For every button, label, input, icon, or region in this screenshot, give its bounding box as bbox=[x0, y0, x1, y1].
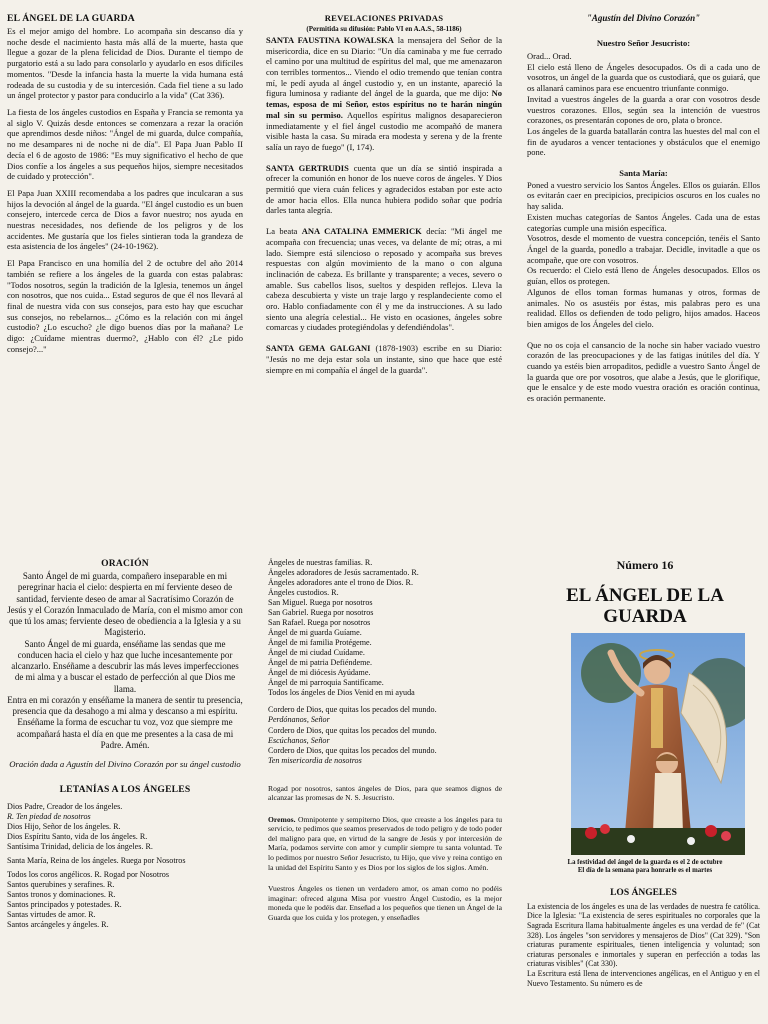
litany-list-1 bbox=[268, 558, 502, 698]
litany-line: Ángel de mi ciudad Cuídame. bbox=[268, 648, 365, 658]
litany-line: Cordero de Dios, que quitas los pecados del mundo. bbox=[268, 745, 437, 755]
oremos-paragraph bbox=[268, 815, 502, 872]
litany-line: Dios Padre, Creador de los ángeles. bbox=[7, 802, 123, 812]
paragraph: Poned a vuestro servicio los Santos Ángeles. Ellos os guiarán. Ellos os evitarán caer en precipicios, precipicios oscuros en los cuales no hay salida. bbox=[527, 179, 760, 212]
title-line: GUARDA bbox=[603, 606, 687, 628]
litany-line: Ángel de mi parroquia Santifícame. bbox=[268, 678, 384, 688]
paragraph: Vuestros Ángeles os tienen un verdadero amor, os aman como no podéis imaginar: ofreced alguna Misa por vuestro Ángel Custodio, es la mejor moneda que le podéis dar. Enseñad a los pequeños que tienen un Ángel de la Guarda que los cuida y los protegen, y enseñadles bbox=[268, 884, 502, 922]
text: (1878-1903) escribe en su Diario: "Jesús no me deja estar sola un instante, sino que hace que esté siempre en mi compañía el ángel de la guarda". bbox=[266, 343, 502, 375]
paragraph: La fiesta de los ángeles custodios en España y Francia se remonta ya al siglo V. Quizás desde entonces se comenzara a rezar la oración que aprendimos desde niños: "Ángel de mi guarda, dulce compañía, no me desampares ni de noche ni de día". El Papa Juan Pablo II decía el 6 de agosto de 1986: "Es muy significativo el hecho de que Dios confíe a los ángeles a sus pequeños hijos, siempre necesitados de cuidado y protección". bbox=[7, 107, 243, 182]
text: la mensajera del Señor de la misericordia, dice en su Diario: "Un día caminaba y me fue cerrado el camino por una multitud de espíritus del mal, que me amenazaron con terribles tormentos... Viendo el odio tremendo que tenían contra mí, le pedí ayuda al ángel custodio y, en un instante, apareció la figura luminosa y radiante del ángel de la guarda, que me dijo: bbox=[266, 34, 502, 99]
litany-line: San Gabriel. Ruega por nosotros bbox=[268, 608, 374, 618]
litany-line: Ten misericordia de nosotros bbox=[268, 755, 362, 765]
litany-line: Santos querubines y serafines. R. bbox=[7, 880, 115, 890]
los-angeles-section bbox=[527, 888, 760, 988]
right-top-column bbox=[527, 13, 760, 404]
angel-statue-image bbox=[571, 633, 745, 855]
litany-list-2 bbox=[268, 705, 502, 765]
rogad-paragraph: Rogad por nosotros, santos ángeles de Dios, para que seamos dignos de alcanzar las promesas de N. S. Jesucristo. bbox=[268, 783, 502, 803]
paragraph: La Escritura está llena de intervenciones angélicas, en el Antiguo y en el Nuevo Testamento. Su número es de bbox=[527, 969, 760, 988]
paragraph: Os recuerdo: el Cielo está lleno de Ángeles desocupados. Ellos os guían, ellos os protegen. bbox=[527, 265, 760, 287]
paragraph: Vosotros, desde el momento de vuestra concepción, tenéis el Santo Ángel de la guarda, ponedlo a trabajar. Decidle, invitadle a que os acompañe, que ore con vosotros. bbox=[527, 233, 760, 265]
paragraph: Algunos de ellos toman formas humanas y otros, formas de animales. No os asustéis por éstas, mis palabras pero es una realidad. Ellos os defienden de todo peligro, hijos amados. Haceos bien amigos de los Ángeles del cielo. bbox=[527, 286, 760, 329]
litany-line: Santas virtudes de amor. R. bbox=[7, 910, 96, 920]
section-title: "Agustín del Divino Corazón" bbox=[586, 13, 701, 23]
paragraph: El cielo está lleno de Ángeles desocupados. Os di a cada uno de vosotros, un ángel de la guarda que os custodiará, que os guiará, que os allanará caminos para ese encuentro triunfante conmigo. bbox=[527, 61, 760, 94]
litany-line: Ángeles adoradores de Jesús sacramentado. R. bbox=[268, 568, 419, 578]
front-title bbox=[527, 585, 763, 628]
subtitle: (Permitida su difusión: Pablo VI en A.A.S., 58-1186) bbox=[306, 24, 462, 33]
speaker-heading: Nuestro Señor Jesucristo: bbox=[596, 38, 691, 49]
litany-line: Cordero de Dios, que quitas los pecados del mundo. bbox=[268, 705, 437, 715]
paragraph: Es el mejor amigo del hombre. Lo acompaña sin descanso día y noche desde el nacimiento hasta más allá de la muerte, hasta que llegue a gozar de la plena felicidad de Dios. Durante el tiempo de purgatorio está a su lado para consolarlo y ayudarlo en esos difíciles momentos. "Desde la infancia hasta la muerte la vida humana está rodeada de su custodia y de su intercesión. Cada fiel tiene a su lado un ángel protector y pastor para conducirlo a la vida" (Cat 336). bbox=[7, 26, 243, 101]
paragraph: Los ángeles de la guarda batallarán contra las huestes del mal con el fin de ayudaros a vencer tentaciones y obstáculos que el enemigo pone. bbox=[527, 125, 760, 158]
litany-line: Santa María, Reina de los ángeles. Ruega por Nosotros bbox=[7, 856, 186, 866]
title-line: EL ÁNGEL DE LA bbox=[566, 585, 724, 606]
litany-line: Todos los ángeles de Dios Venid en mi ayuda bbox=[268, 688, 415, 698]
saint-name: SANTA GERTRUDIS bbox=[266, 162, 349, 173]
litany-line: Santos arcángeles y ángeles. R. bbox=[7, 920, 109, 930]
paragraph: La existencia de los ángeles es una de las verdades de nuestra fe católica. Dice la Iglesia: "La existencia de seres espirituales no corporales que la Sagrada Escritura llama habitualmente ángeles es una verdad de fe" (Cat 328). Los ángeles "son servidores y mensajeros de Dios" (Cat 329). "Son criaturas puramente espirituales, tienen inteligencia y voluntad; son criaturas personales e inmortales y superan en perfección a todas las criaturas visibles" (Cat 330). bbox=[527, 901, 760, 969]
gema-paragraph bbox=[266, 343, 502, 375]
text: Aquellos espíritus malignos desaparecieron inmediatamente y el fiel ángel custodio me acompañó de manera visible hasta la casa. Su mirada era modesta y serena y de la frente salía un rayo de fuego" (I, 174). bbox=[266, 109, 502, 152]
middle-top-column bbox=[266, 13, 502, 381]
litany-line: San Rafael. Ruega por nosotros bbox=[268, 618, 371, 628]
oracion-title: ORACIÓN bbox=[101, 558, 149, 569]
litany-line: Todos los coros angélicos. R. Rogad por Nosotros bbox=[7, 870, 169, 880]
letanias-title: LETANÍAS A LOS ÁNGELES bbox=[59, 784, 191, 796]
paragraph: Invitad a vuestros ángeles de la guarda a orar con vosotros desde vuestros corazones. Ellos, según sea la intención de vuestros corazones, os presentarán copones de oro, plata o bronce. bbox=[527, 93, 760, 126]
section-title: LOS ÁNGELES bbox=[610, 888, 677, 898]
prayer-text: Santo Ángel de mi guarda, compañero inseparable en mi peregrinar hacia el cielo: despierta en mí ferviente deseo de santidad, ferviente deseo de amar al Sacratísimo Corazón de Jesús y el Corazón Inmaculado de María, con el mismo amor con que tú los amas; ferviente deseo de obediencia a la Iglesia y a su Magisterio. bbox=[7, 571, 243, 638]
right-bottom-column bbox=[527, 558, 763, 628]
text: Omnipotente y sempiterno Dios, que creaste a los ángeles para tu servicio, te pedimos que seamos preservados de todo peligro y de todo poder del maligno para que, en virtud de la sangre de Jesús y por intercesión de María, podamos servirte con amor y cumplir siempre tu santa voluntad. Te lo pedimos por nuestro Señor Jesucristo, tu Hijo, que vive y reina contigo en la unidad del Espíritu Santo y es Dios por los siglos de los siglos. Amén. bbox=[268, 814, 502, 872]
caption-line: La festividad del ángel de la guarda es el 2 de octubre bbox=[567, 859, 723, 866]
saint-name: SANTA FAUSTINA KOWALSKA bbox=[266, 34, 394, 45]
catalina-paragraph bbox=[266, 226, 502, 333]
litany-line: Santos tronos y dominaciones. R. bbox=[7, 890, 116, 900]
litany-line: Ángel de mi diócesis Ayúdame. bbox=[268, 668, 371, 678]
litany-line: Santos principados y potestades. R. bbox=[7, 900, 122, 910]
litany-line: Ángeles custodios. R. bbox=[268, 588, 339, 598]
section-title: EL ÁNGEL DE LA GUARDA bbox=[7, 13, 135, 24]
prayer-text: Entra en mi corazón y enséñame la manera de sentir tu presencia, presencia que da desahogo a mi alma y descanso a mi espíritu. Enséñame la forma de escuchar tu voz, voz que siempre me acompañará hasta el día en que me presentes a la casa de mi Padre. Amén. bbox=[7, 694, 243, 750]
oremos-label: Oremos. bbox=[268, 814, 296, 824]
litany-line: Ángeles adoradores ante el trono de Dios. R. bbox=[268, 578, 413, 588]
letanias-list bbox=[7, 802, 243, 930]
paragraph: Existen muchas categorías de Santos Ángeles. Cada una de estas categorías cumple una misión específica. bbox=[527, 211, 760, 233]
litany-line: Ángel de mi familia Protégeme. bbox=[268, 638, 372, 648]
left-top-column bbox=[7, 13, 243, 360]
litany-line: Escúchanos, Señor bbox=[268, 735, 330, 745]
litany-line: Dios Espíritu Santo, vida de los ángeles. R. bbox=[7, 832, 148, 842]
paragraph: Orad... Orad. bbox=[527, 51, 572, 62]
issue-number: Número 16 bbox=[616, 558, 674, 572]
litany-line: Ángeles de nuestras familias. R. bbox=[268, 558, 373, 567]
faustina-paragraph bbox=[266, 35, 502, 153]
litany-line: Ángel de mi patria Defiéndeme. bbox=[268, 658, 373, 668]
saint-name: ANA CATALINA EMMERICK bbox=[301, 226, 422, 237]
prayer-note: Oración dada a Agustín del Divino Corazón por su ángel custodio bbox=[9, 759, 241, 770]
left-bottom-column bbox=[7, 558, 243, 930]
paragraph: El Papa Francisco en una homilía del 2 de octubre del año 2014 también se refiere a los ángeles de la guarda con estas palabras: "Todos nosotros, según la tradición de la Iglesia, tenemos un ángel con nosotros, que nos cuida... Estad seguros de que él nos llevará al final de nuestra vida con sus consejos, para esto hay que escuchar sus consejos, no rebelarnos... ¿Cómo es la relación con mi ángel custodio? ¿Lo escucho? ¿le digo buenos días por la mañana? Le digo: ¿Cuídame mientras duermo?, ¿Hablo con él? ¿Le pido consejo?..." bbox=[7, 258, 243, 354]
text: cuenta que un día se sintió inspirada a ofrecer la comunión en honor de los nueve coros de ángeles. Y Dios permitió que viera cuán felices y agradecidos estaban por este acto de amor hacia ellos. Ella nunca hubiera podido soñar que podría darles tanta alegría. bbox=[266, 162, 502, 216]
text: La beata bbox=[266, 226, 302, 237]
text: decía: "Mi ángel me acompaña con frecuencia; unas veces, va delante de mí; otras, a mi lado. Siempre está silencioso o reposado y acompaña sus breves respuestas con algún movimiento de la mano o con alguna inclinación de cabeza. Es brillante y transparente; a veces, severo o amable. Sus cabellos lisos, sueltos y despiden reflejos. Lleva la cabeza descubierta y viste un traje largo y resplandeciente como el oro. Hablo confiadamente con él y me da instrucciones. A su lado siento una alegría celestial... He visto en ocasiones, ángeles sobre comarcas y ciudades protegiéndolas y defendiéndolas". bbox=[266, 226, 502, 333]
litany-line: Perdónanos, Señor bbox=[268, 715, 330, 725]
litany-line: San Miguel. Ruega por nosotros bbox=[268, 598, 373, 608]
middle-bottom-column bbox=[268, 558, 502, 928]
litany-line: Dios Hijo, Señor de los ángeles. R. bbox=[7, 822, 121, 832]
prayer-text: Santo Ángel de mi guarda, enséñame las sendas que me conducen hacia el cielo y haz que luche incesantemente por alcanzarlo. Enséñame a descubrir las más leves imperfecciones de mi alma y a buscar el estado de perfección al que Dios me llama. bbox=[11, 638, 239, 694]
section-title: REVELACIONES PRIVADAS bbox=[324, 13, 444, 23]
speaker-heading: Santa María: bbox=[619, 168, 668, 179]
litany-line: Ángel de mi guarda Guíame. bbox=[268, 628, 362, 638]
photo-caption bbox=[527, 859, 763, 876]
paragraph: Que no os coja el cansancio de la noche sin haber vaciado vuestro corazón de las preocupaciones y de las fatigas inútiles del día. Y cuando ya estéis bien arropaditos, pedidle a vuestro Santo Ángel de la guarda que ore por vosotros, que alabe a Jesús, que le glorifique, que le ensalce y de este modo vuestra oración es oración continua, es oración permanente. bbox=[527, 339, 760, 404]
paragraph: El Papa Juan XXIII recomendaba a los padres que inculcaran a sus hijos la devoción al ángel de la guarda. "El ángel custodio es un buen consejero, intercede cerca de Dios a favor nuestro; nos ayuda en nuestras necesidades, nos defiende de los peligros y de los accidentes. Me gustaría que los fieles sintieran toda la grandeza de esta asistencia de los ángeles" (24-10-1962). bbox=[7, 187, 243, 252]
litany-line: Cordero de Dios, que quitas los pecados del mundo. bbox=[268, 725, 437, 735]
gertrudis-paragraph bbox=[266, 163, 502, 217]
guardian-angel-photo bbox=[571, 633, 745, 855]
saint-name: SANTA GEMA GALGANI bbox=[266, 343, 371, 354]
litany-line: R. Ten piedad de nosotros bbox=[7, 812, 91, 822]
litany-line: Santísima Trinidad, delicia de los ángeles. R. bbox=[7, 842, 153, 852]
caption-line: El día de la semana para honrarle es el martes bbox=[577, 867, 713, 875]
quote-bold: No temas, esposa de mi Señor, estos espíritus no te harán ningún mal sin su permiso. bbox=[266, 88, 502, 120]
